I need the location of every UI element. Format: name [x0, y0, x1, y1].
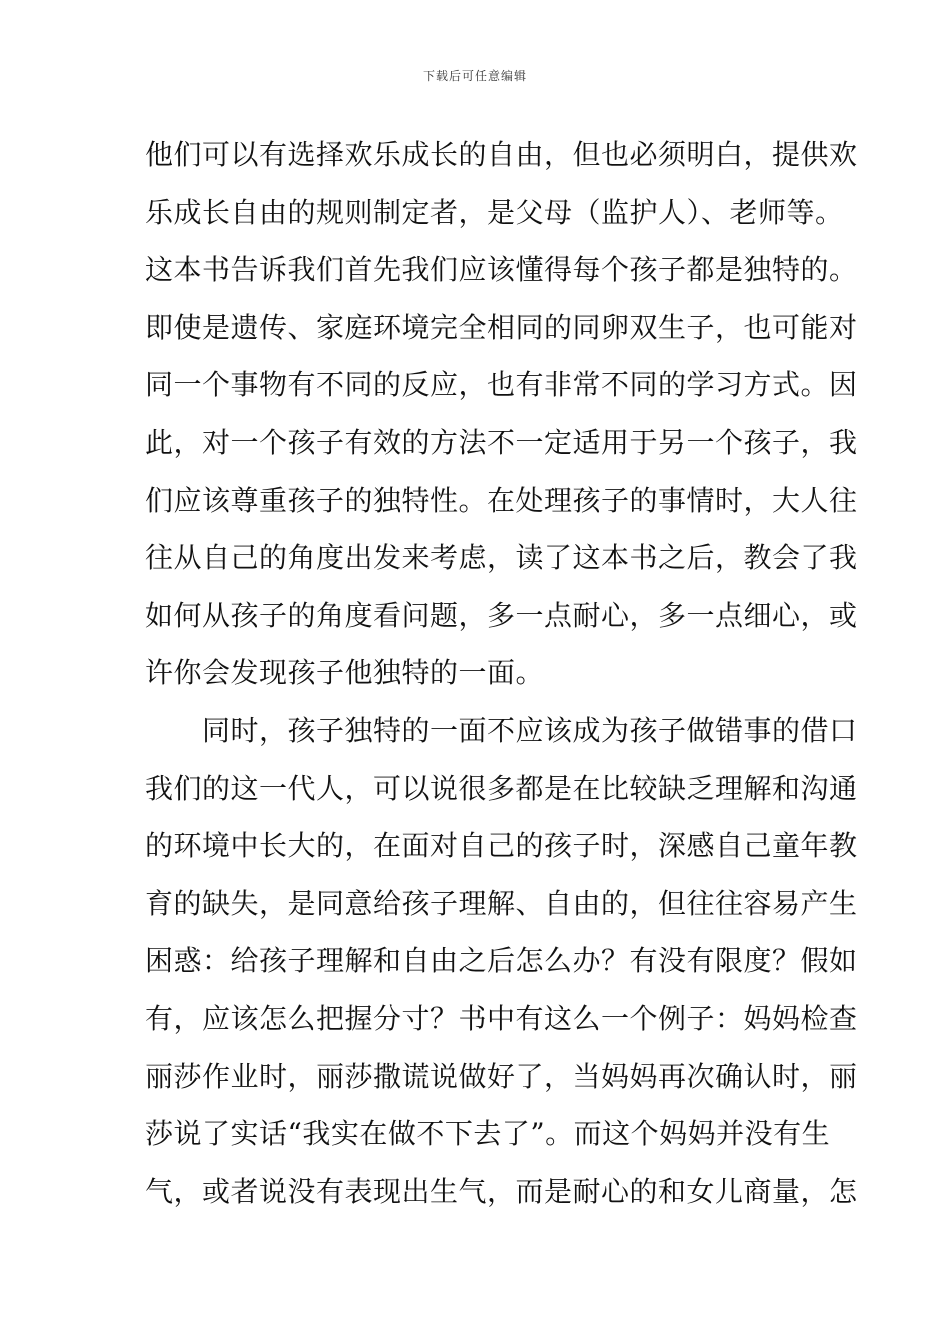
text-line: 乐成长自由的规则制定者，是父母（监护人）、老师等。 [145, 195, 844, 229]
text-line: 们应该尊重孩子的独特性。在处理孩子的事情时，大人往 [145, 483, 858, 517]
document-body [145, 131, 858, 1225]
text-line: 困惑：给孩子理解和自由之后怎么办？有没有限度？假如 [145, 944, 858, 978]
text-line: 丽莎作业时，丽莎撒谎说做好了，当妈妈再次确认时，丽 [145, 1059, 858, 1093]
text-line: 我们的这一代人，可以说很多都是在比较缺乏理解和沟通 [145, 771, 858, 805]
text-line: 即使是遗传、家庭环境完全相同的同卵双生子，也可能对 [145, 310, 858, 344]
text-line: 如何从孩子的角度看问题，多一点耐心，多一点细心，或 [145, 598, 858, 632]
text-line: 育的缺失，是同意给孩子理解、自由的，但往往容易产生 [145, 886, 858, 920]
page-header: 下载后可任意编辑 [422, 69, 527, 83]
text-line: 同一个事物有不同的反应，也有非常不同的学习方式。因 [145, 368, 858, 402]
text-line: 的环境中长大的，在面对自己的孩子时，深感自己童年教 [145, 829, 858, 863]
text-line: 他们可以有选择欢乐成长的自由，但也必须明白，提供欢 [145, 138, 858, 171]
text-line: 这本书告诉我们首先我们应该懂得每个孩子都是独特的。 [145, 253, 858, 287]
text-line: 此，对一个孩子有效的方法不一定适用于另一个孩子，我 [145, 425, 858, 459]
text-line: 莎说了实话“我实在做不下去了”。而这个妈妈并没有生 [145, 1117, 831, 1151]
text-line: 有，应该怎么把握分寸？书中有这么一个例子：妈妈检查 [145, 1001, 858, 1035]
text-line: 许你会发现孩子他独特的一面。 [145, 656, 545, 690]
text-line: 往从自己的角度出发来考虑，读了这本书之后，教会了我 [145, 541, 858, 575]
text-line: 气，或者说没有表现出生气，而是耐心的和女儿商量，怎 [145, 1174, 858, 1208]
text-line: 同时，孩子独特的一面不应该成为孩子做错事的借口 [145, 713, 858, 747]
